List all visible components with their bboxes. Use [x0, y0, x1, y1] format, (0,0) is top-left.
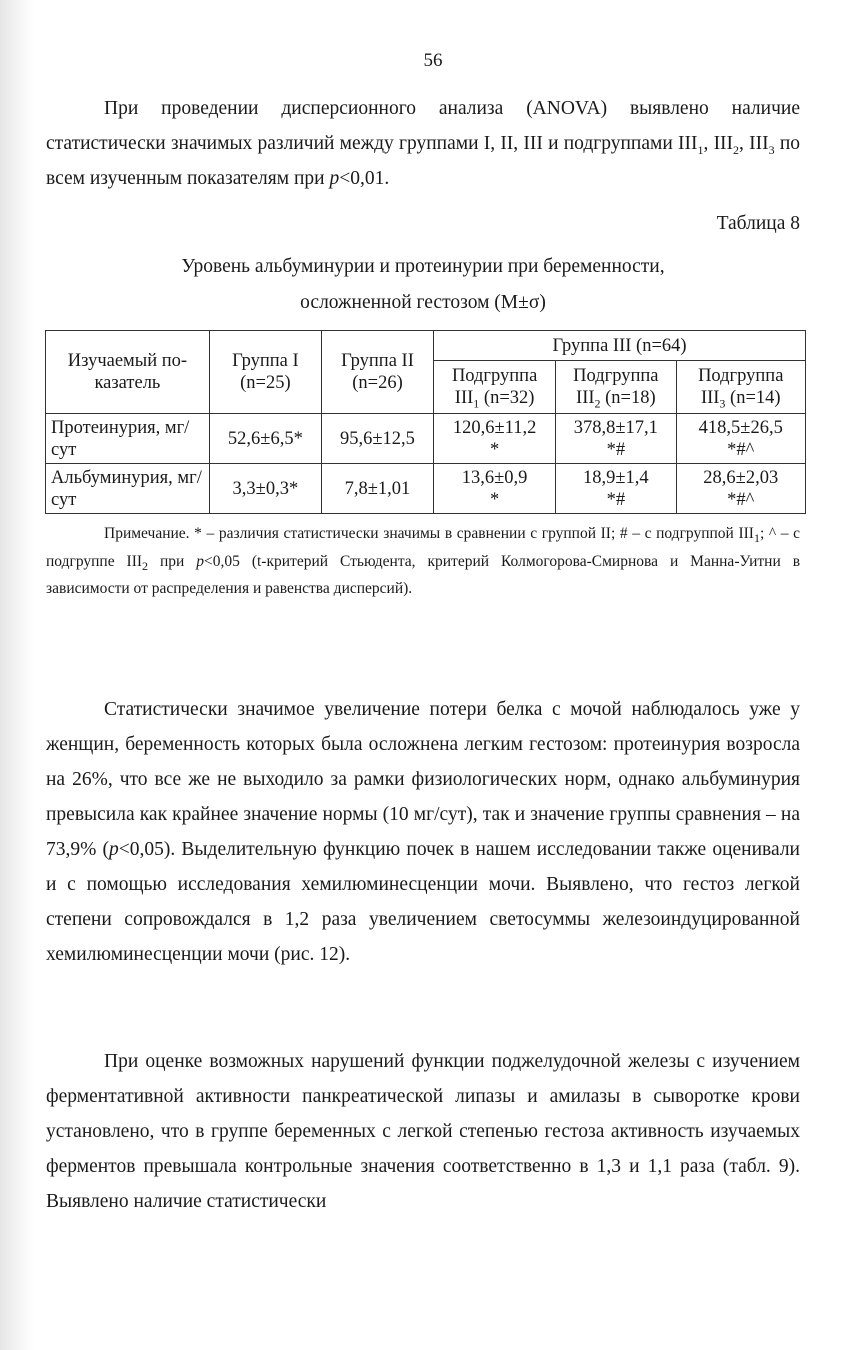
- header-group3: Группа III (n=64): [434, 331, 806, 361]
- row-indicator: Протеинурия, мг/сут: [46, 414, 210, 464]
- cell-group2: 7,8±1,01: [321, 464, 433, 514]
- cell-group1: 3,3±0,3*: [209, 464, 321, 514]
- table-caption-line1: Уровень альбуминурии и протеинурии при беременности,: [181, 256, 665, 277]
- cell-subgroup2: 18,9±1,4 *#: [556, 464, 676, 514]
- table-row: [46, 464, 806, 514]
- header-group1: Группа I (n=25): [209, 331, 321, 414]
- body-paragraph: При оценке возможных нарушений функции поджелудочной железы с изучением ферментативной активности панкреатической липазы и амилазы в сыворотке крови установлено, что в группе беременных с легкой степенью гестоза активность изучаемых ферментов превышала контрольные значения соответственно в 1,3 и 1,1 раза (табл. 9). Выявлено наличие статистически: [46, 1051, 800, 1212]
- cell-group2: 95,6±12,5: [321, 414, 433, 464]
- header-subgroup3: Подгруппа $III_3$ (n=14): [676, 361, 806, 414]
- cell-subgroup1: 120,6±11,2 *: [434, 414, 556, 464]
- header-subgroup2: Подгруппа $III_2$ (n=18): [556, 361, 676, 414]
- table-label: Таблица 8: [716, 213, 800, 234]
- table-caption-line2: осложненной гестозом (M±σ): [300, 292, 546, 313]
- cell-subgroup3: 418,5±26,5 *#^: [676, 414, 806, 464]
- cell-group1: 52,6±6,5*: [209, 414, 321, 464]
- cell-subgroup1: 13,6±0,9 *: [434, 464, 556, 514]
- row-indicator: Альбуминурия, мг/сут: [46, 464, 210, 514]
- table-note: Примечание. * – различия статистически значимы в сравнении с группой II; # – с подгруппой $III_1$; ^ – с подгруппе $III_2$ при p<0,05 (t-критерий Стьюдента, критерий Колмогорова-Смирнова и Манна-Уитни в зависимости от распределения и равенства дисперсий).: [46, 525, 801, 597]
- intro-paragraph: При проведении дисперсионного анализа (ANOVA) выявлено наличие статистически значимых различий между группами I, II, III и подгруппами $III_1$, $III_2$, $III_3$ по всем изученным показателям при p<0,01.: [46, 98, 800, 189]
- header-subgroup1: Подгруппа $III_1$ (n=32): [434, 361, 556, 414]
- table-header-row: [46, 331, 806, 361]
- body-paragraph: Статистически значимое увеличение потери белка с мочой наблюдалось уже у женщин, беременность которых была осложнена легким гестозом: протеинурия возросла на 26%, что все же не выходило за рамки физиологических норм, однако альбуминурия превысила как крайнее значение нормы (10 мг/сут), так и значение группы сравнения – на 73,9% (p<0,05). Выделительную функцию почек в нашем исследовании также оценивали и с помощью исследования хемилюминесценции мочи. Выявлено, что гестоз легкой степени сопровождался в 1,2 раза увеличением светосуммы железоиндуцированной хемилюминесценции мочи (рис. 12).: [46, 699, 800, 965]
- cell-subgroup3: 28,6±2,03 *#^: [676, 464, 806, 514]
- cell-subgroup2: 378,8±17,1 *#: [556, 414, 676, 464]
- header-indicator: Изучаемый по-казатель: [46, 331, 210, 414]
- page-number: 56: [423, 50, 443, 71]
- data-table: [45, 330, 806, 514]
- header-group2: Группа II (n=26): [321, 331, 433, 414]
- page-edge-shadow: [0, 0, 34, 1350]
- table-row: [46, 414, 806, 464]
